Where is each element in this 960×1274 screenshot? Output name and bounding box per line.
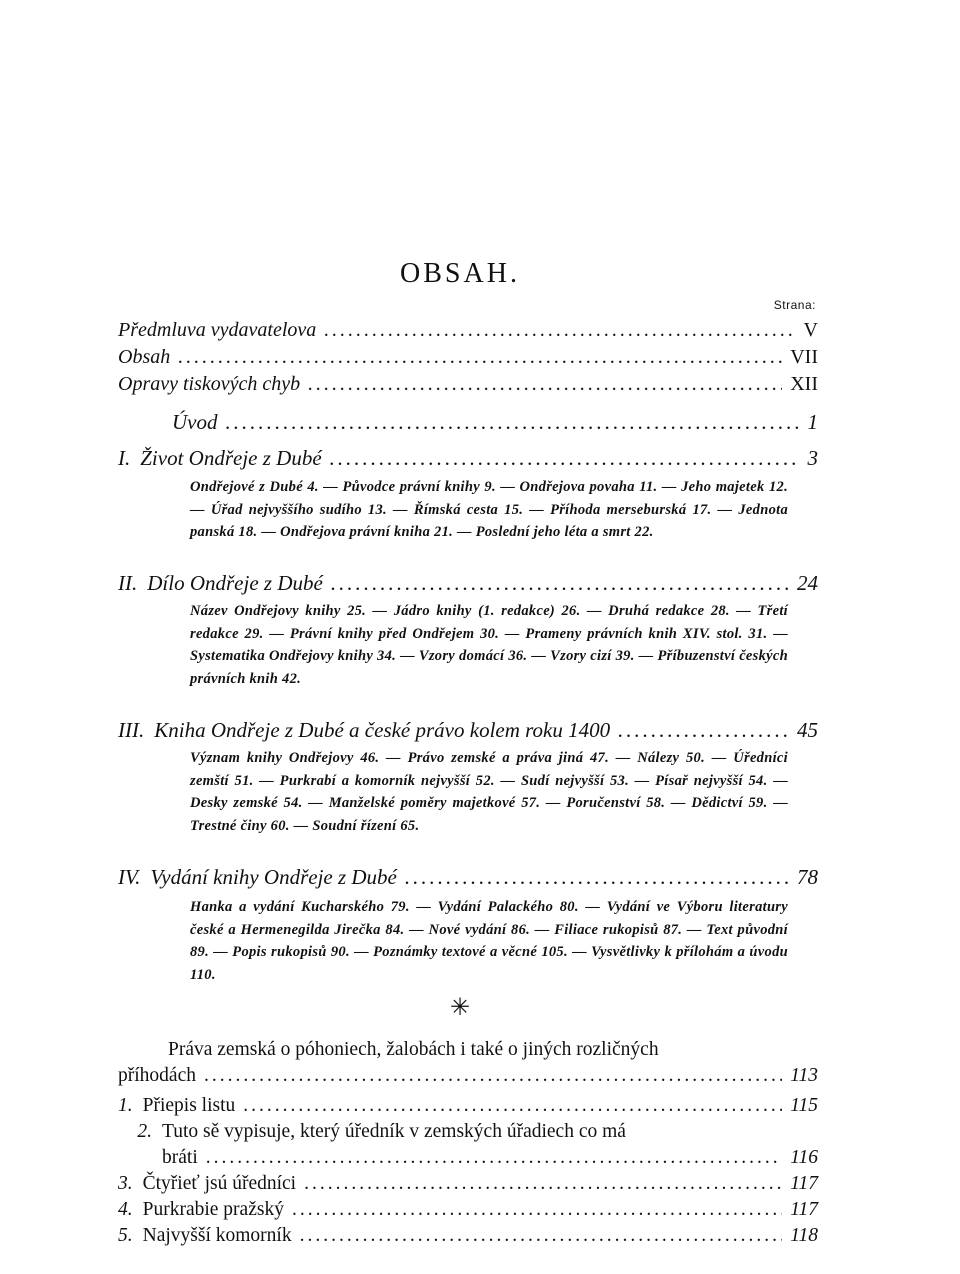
entry-number: 3.	[118, 1173, 133, 1194]
chapter-number: IV.	[118, 865, 141, 889]
leader-dots	[308, 373, 782, 396]
chapter-4	[118, 865, 818, 890]
text-entry-2	[118, 1121, 818, 1143]
page-title: OBSAH.	[400, 258, 520, 289]
entry-label: Najvyšší komorník	[142, 1225, 292, 1246]
toc-entry-predmluva	[118, 319, 818, 342]
entry-page: 115	[790, 1095, 818, 1116]
chapter-title: Život Ondřeje z Dubé	[140, 446, 322, 470]
main-text-title-line1: Práva zemská o póhoniech, žalobách i také o jiných rozličných	[168, 1039, 659, 1060]
chapter-page: 78	[797, 865, 818, 889]
leader-dots	[226, 410, 800, 435]
main-text-entry	[118, 1065, 818, 1087]
leader-dots	[304, 1173, 782, 1195]
toc-entry-page: 1	[807, 410, 818, 434]
toc-entry-page: XII	[790, 373, 818, 395]
toc-entry-label: Obsah	[118, 346, 171, 368]
entry-number: 4.	[118, 1199, 133, 1220]
chapter-page: 24	[797, 571, 818, 595]
entry-page: 117	[790, 1199, 818, 1220]
toc-entry-label: Úvod	[172, 410, 218, 434]
entry-number: 1.	[118, 1095, 133, 1116]
text-entry-1	[118, 1095, 818, 1117]
toc-entry-obsah	[118, 346, 818, 369]
entry-page: 117	[790, 1173, 818, 1194]
toc-entry-opravy	[118, 373, 818, 396]
leader-dots	[292, 1199, 782, 1221]
chapter-1-subtopics: Ondřejové z Dubé 4. — Původce právní knihy 9. — Ondřejova povaha 11. — Jeho majetek 12. — Úřad nejvyššího sudího 13. — Římská cesta 15. — Příhoda merseburská 17. — Jednota panská 18. — Ondřejova právní kniha 21. — Poslední jeho léta a smrt 22.	[190, 479, 788, 540]
entry-number: 2.	[137, 1121, 152, 1142]
chapter-1	[118, 446, 818, 471]
chapter-page: 45	[797, 718, 818, 742]
toc-entry-page: V	[803, 319, 818, 341]
leader-dots	[300, 1225, 783, 1247]
leader-dots	[243, 1095, 782, 1117]
leader-dots	[204, 1065, 782, 1087]
toc-entry-page: 113	[790, 1065, 818, 1086]
text-entry-3	[118, 1173, 818, 1195]
chapter-3	[118, 718, 818, 743]
chapter-number: II.	[118, 571, 138, 595]
chapter-3-subtopics: Význam knihy Ondřejovy 46. — Právo zemské a práva jiná 47. — Nálezy 50. — Úředníci zemští 51. — Purkrabí a komorník nejvyšší 52. — Sudí nejvyšší 53. — Písař nejvyšší 54. — Desky zemské 54. — Manželské poměry majetkové 57. — Poručenství 58. — Dědictví 59. — Trestné činy 60. — Soudní řízení 65.	[190, 750, 788, 834]
leader-dots	[324, 319, 795, 342]
leader-dots	[331, 571, 789, 596]
entry-label: Tuto sě vypisuje, který úředník v zemských úřadiech co má	[162, 1121, 626, 1142]
toc-entry-page: VII	[790, 346, 818, 368]
chapter-2-subtopics: Název Ondřejovy knihy 25. — Jádro knihy (1. redakce) 26. — Druhá redakce 28. — Třetí redakce 29. — Právní knihy před Ondřejem 30. — Prameny právních knih XIV. stol. 31. — Systematika Ondřejovy knihy 34. — Vzory domácí 36. — Vzory cizí 39. — Příbuzenství českých právních knih 42.	[190, 603, 788, 687]
toc-entry-label: příhodách	[118, 1065, 196, 1086]
leader-dots	[178, 346, 782, 369]
entry-label-cont: bráti	[162, 1147, 198, 1168]
page-column-label: Strana:	[773, 298, 816, 312]
chapter-title: Dílo Ondřeje z Dubé	[147, 571, 323, 595]
chapter-2	[118, 571, 818, 596]
leader-dots	[330, 446, 800, 471]
chapter-page: 3	[807, 446, 818, 470]
entry-label: Purkrabie pražský	[142, 1199, 284, 1220]
leader-dots	[405, 865, 789, 890]
entry-number: 5.	[118, 1225, 133, 1246]
toc-entry-label: Opravy tiskových chyb	[118, 373, 301, 395]
separator-asterisk: ✳	[449, 995, 471, 1021]
text-entry-4	[118, 1199, 818, 1221]
chapter-title: Kniha Ondřeje z Dubé a české právo kolem roku 1400	[154, 718, 611, 742]
leader-dots	[206, 1147, 782, 1169]
chapter-number: I.	[118, 446, 131, 470]
chapter-number: III.	[118, 718, 145, 742]
chapter-4-subtopics: Hanka a vydání Kucharského 79. — Vydání Palackého 80. — Vydání ve Výboru literatury české a Hermenegilda Jirečka 84. — Nové vydání 86. — Filiace rukopisů 87. — Text původní 89. — Popis rukopisů 90. — Poznámky textové a věcné 105. — Vysvětlivky k přílohám a úvodu 110.	[190, 899, 788, 983]
text-entry-5	[118, 1225, 818, 1247]
entry-page: 116	[790, 1147, 818, 1168]
leader-dots	[618, 718, 789, 743]
toc-entry-label: Předmluva vydavatelova	[118, 319, 317, 341]
toc-entry-uvod	[172, 410, 818, 435]
chapter-title: Vydání knihy Ondřeje z Dubé	[150, 865, 397, 889]
text-entry-2-cont	[162, 1147, 818, 1169]
entry-label: Přiepis listu	[142, 1095, 236, 1116]
entry-label: Čtyřieť jsú úředníci	[142, 1173, 297, 1194]
entry-page: 118	[790, 1225, 818, 1246]
